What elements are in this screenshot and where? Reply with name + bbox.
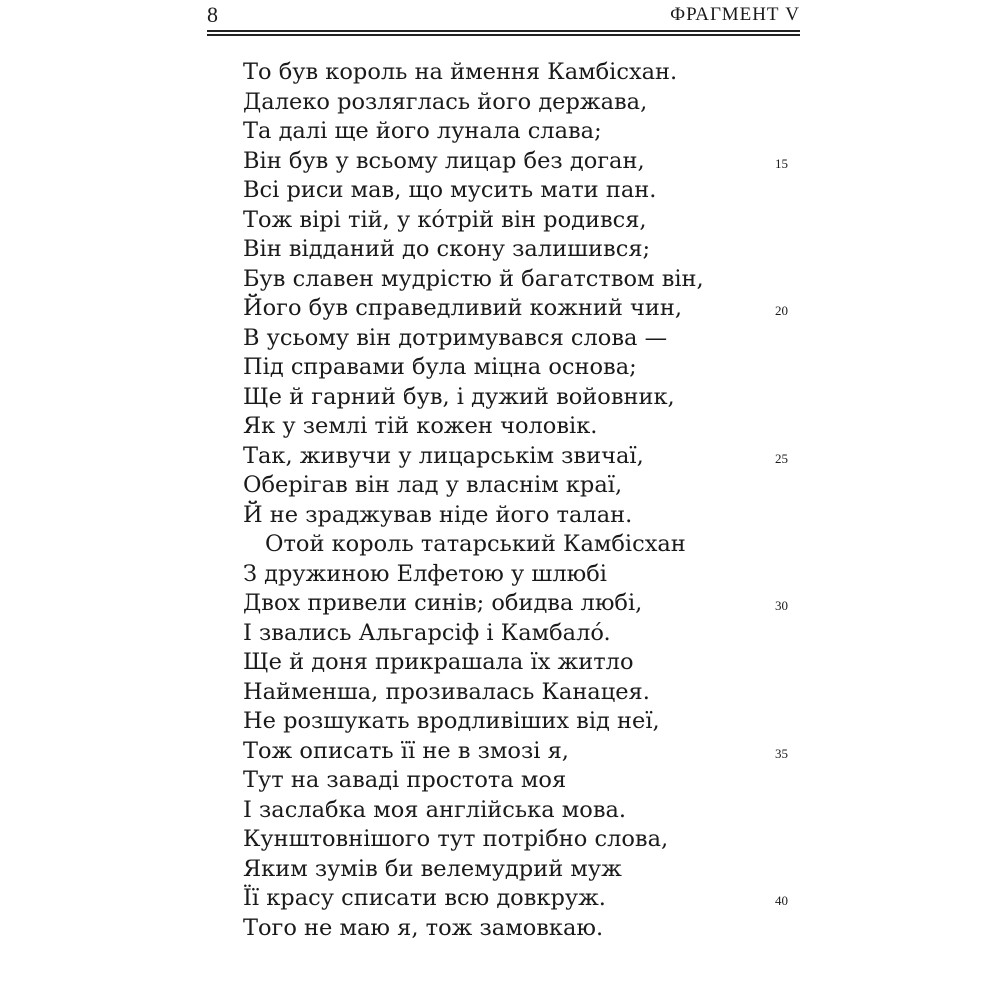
verse-text: Його був справедливий кожний чин, (243, 295, 683, 321)
header-rule (207, 34, 800, 36)
verse-text: В усьому він дотримувався слова — (243, 324, 668, 351)
verse-line (243, 796, 803, 826)
header-rule (207, 30, 800, 32)
poem-text (243, 58, 803, 943)
verse-text: Всі риси мав, що мусить мати пан. (243, 177, 657, 203)
verse-line (243, 855, 803, 885)
line-number: 30 (775, 598, 788, 613)
verse-line (243, 589, 803, 619)
verse-line (243, 914, 803, 944)
verse-text: Й не зраджував ніде його талан. (243, 501, 633, 528)
verse-line (243, 678, 803, 708)
running-header-title: ФРАГМЕНТ V (670, 4, 800, 25)
verse-line (243, 147, 803, 177)
verse-text: Кунштовнішого тут потрібно слова, (243, 826, 669, 852)
verse-line (243, 825, 803, 855)
verse-text: Так, живучи у лицарськім звичаї, (243, 442, 644, 469)
verse-text: Під справами була міцна основа; (243, 354, 637, 380)
verse-text: Тут на заваді простота моя (243, 767, 567, 793)
verse-line (243, 58, 803, 88)
line-number: 15 (775, 155, 788, 171)
verse-line (243, 412, 803, 442)
verse-line (243, 265, 803, 295)
verse-text: Він відданий до скону залишився; (243, 236, 651, 262)
verse-line (243, 530, 803, 560)
verse-text: То був король на ймення Камбісхан. (243, 59, 678, 85)
verse-line (243, 88, 803, 118)
verse-text: Її красу списати всю довкруж. (243, 885, 606, 911)
verse-line (243, 884, 803, 914)
verse-line (243, 383, 803, 413)
verse-text: Отой король татарський Камбісхан (265, 531, 686, 557)
verse-line (243, 648, 803, 678)
page-number: 8 (207, 2, 218, 27)
verse-line (243, 206, 803, 236)
verse-text: Того не маю я, тож замовкаю. (243, 914, 604, 941)
verse-line (243, 442, 803, 472)
verse-line (243, 619, 803, 649)
verse-line (243, 766, 803, 796)
verse-line (243, 737, 803, 767)
verse-text: І заслабка моя англійська мова. (243, 796, 627, 823)
verse-line (243, 117, 803, 147)
verse-text: Він був у всьому лицар без доган, (243, 147, 645, 174)
verse-text: Найменша, прозивалась Канацея. (243, 678, 650, 705)
verse-text: З дружиною Елфетою у шлюбі (243, 560, 607, 587)
verse-line (243, 471, 803, 501)
verse-line (243, 176, 803, 206)
verse-line (243, 353, 803, 383)
verse-line (243, 294, 803, 324)
verse-line (243, 501, 803, 531)
verse-text: Та далі ще його лунала слава; (243, 118, 602, 144)
line-number: 35 (775, 745, 788, 761)
verse-line (243, 560, 803, 590)
line-number: 25 (775, 450, 788, 466)
verse-text: І звались Альгарсіф і Камбалó. (243, 619, 611, 646)
verse-text: Оберігав він лад у власнім краї, (243, 472, 623, 498)
verse-text: Був славен мудрістю й багатством він, (243, 265, 704, 292)
verse-text: Двох привели синів; обидва любі, (243, 590, 643, 616)
verse-line (243, 324, 803, 354)
verse-text: Не розшукать вродливіших від неї, (243, 708, 660, 734)
verse-line (243, 235, 803, 265)
verse-text: Тож вірі тій, у кóтрій він родився, (243, 206, 647, 233)
verse-text: Тож описать її не в змозі я, (243, 737, 569, 764)
line-number: 40 (775, 893, 788, 908)
verse-text: Ще й гарний був, і дужий войовник, (243, 383, 675, 410)
verse-text: Як у землі тій кожен чоловік. (243, 413, 598, 439)
line-number: 20 (775, 303, 788, 318)
verse-text: Далеко розляглась його держава, (243, 88, 648, 115)
verse-text: Яким зумів би велемудрий муж (243, 855, 622, 882)
verse-line (243, 707, 803, 737)
verse-text: Ще й доня прикрашала їх житло (243, 649, 634, 675)
